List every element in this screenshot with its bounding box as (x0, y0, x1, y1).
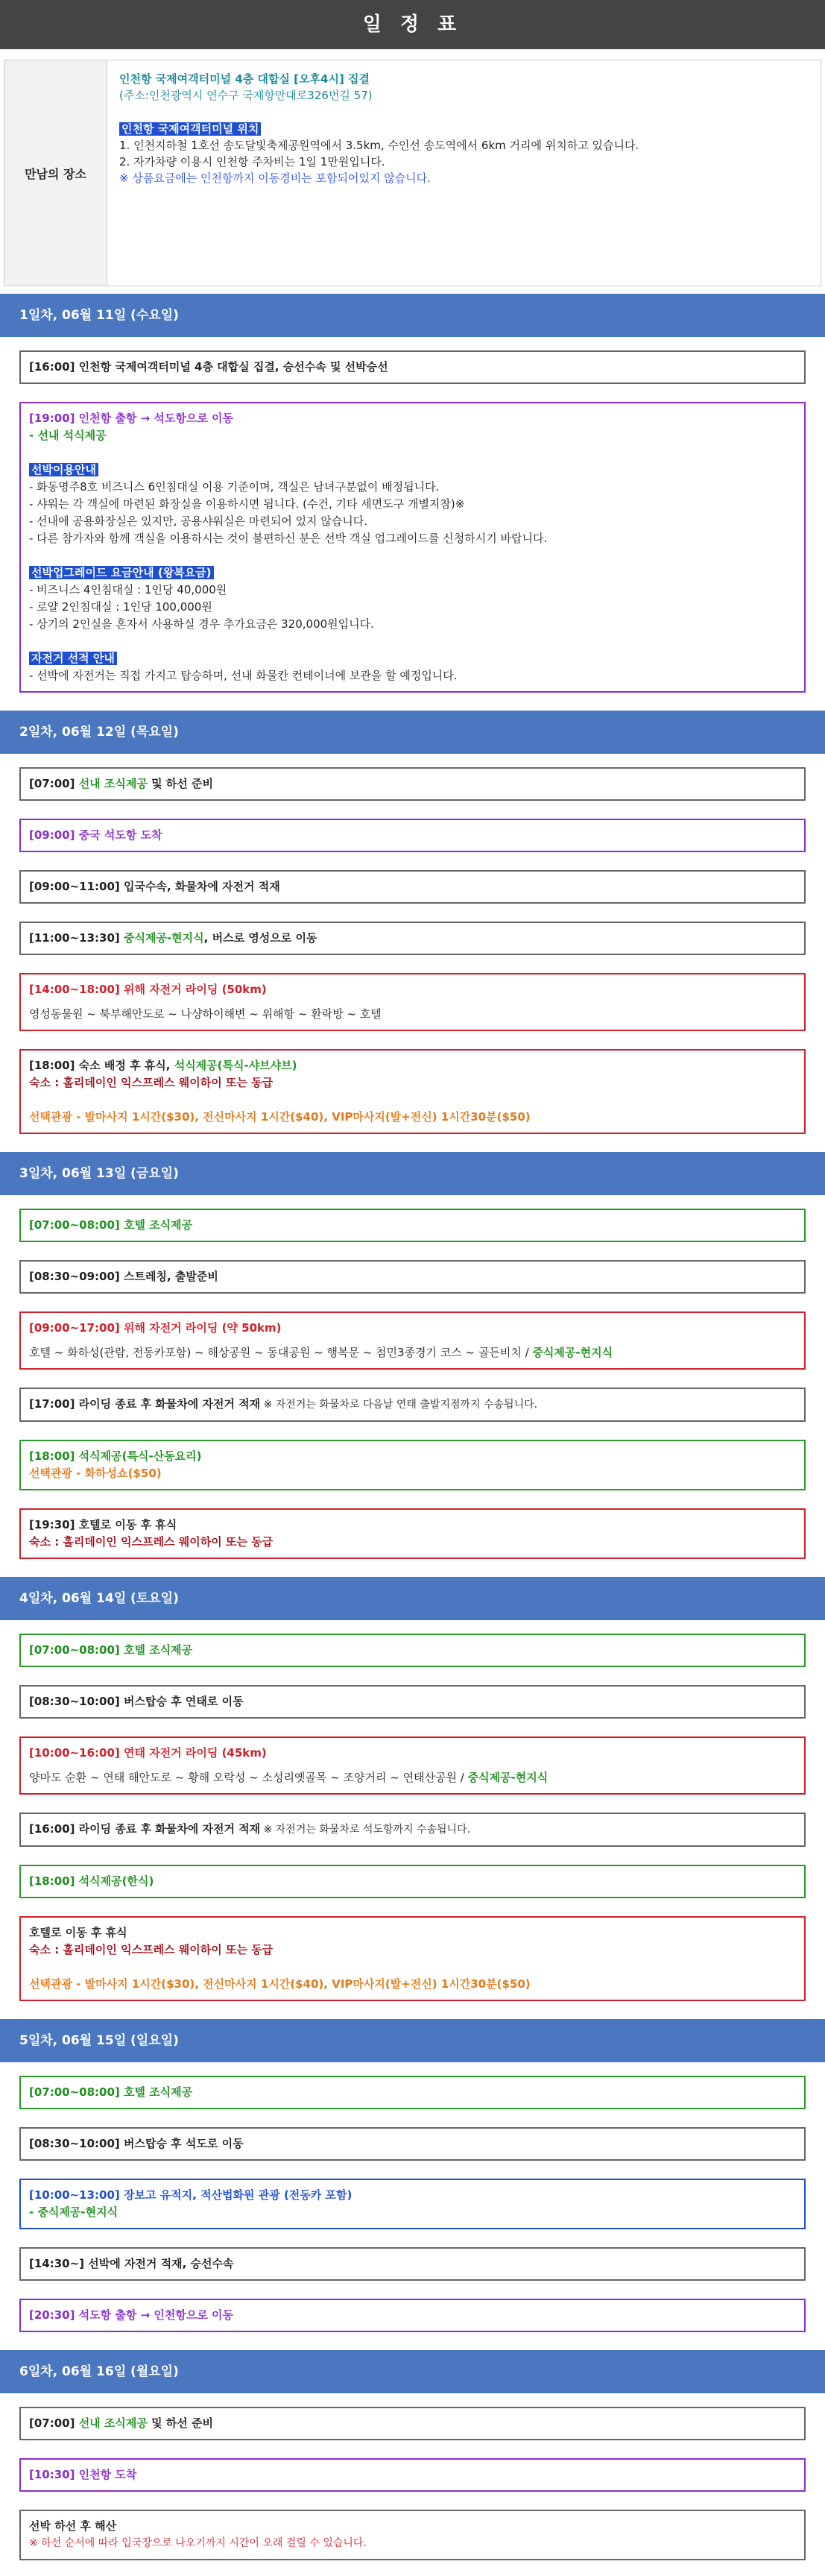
day-2-item-3: [09:00~11:00] 입국수속, 화물차에 자전거 적재 (19, 870, 806, 904)
day-2-riding-route: 영성동물원 ~ 북부해안도로 ~ 나샹하이해변 ~ 위해항 ~ 환락방 ~ 호텔 (29, 1007, 382, 1021)
day-2-header: 2일차, 06월 12일 (목요일) (0, 711, 825, 754)
day-1-item-2 (19, 402, 806, 693)
day-2-riding-title: [14:00~18:00] 위해 자전거 라이딩 (50km) (29, 983, 267, 996)
day-6-item-2: [10:30] 인천항 도착 (19, 2458, 806, 2492)
day-3-riding-title: [09:00~17:00] 위해 자전거 라이딩 (약 50km) (29, 1321, 282, 1335)
day-3-item-6: [19:30] 호텔로 이동 후 휴식 숙소 : 홀리데이인 익스프레스 웨이하이 또는 동급 (19, 1508, 806, 1559)
day-2-option: 선택관광 - 발마사지 1시간($30), 전신마사지 1시간($40), VIP마사지(발+전신) 1시간30분($50) (29, 1110, 531, 1124)
day-4-header: 4일차, 06월 14일 (토요일) (0, 1577, 825, 1620)
day-3-item-2: [08:30~09:00] 스트레칭, 출발준비 (19, 1260, 806, 1294)
upgrade-heading: 선박업그레이드 요금안내 (왕복요금) (29, 566, 214, 579)
day-2-item-1: [07:00] 선내 조식제공 및 하선 준비 (19, 767, 806, 801)
day-1-item-1: [16:00] 인천항 국제여객터미널 4층 대합실 집결, 승선수속 및 선박승선 (19, 350, 806, 384)
day-3-header: 3일차, 06월 13일 (금요일) (0, 1152, 825, 1195)
day-2-item-2: [09:00] 중국 석도항 도착 (19, 819, 806, 852)
location-line-1: 1. 인천지하철 1호선 송도달빛축제공원역에서 3.5km, 수인선 송도역에서 6km 거리에 위치하고 있습니다. (119, 139, 639, 152)
day-5-item-4: [14:30~] 선박에 자전거 적재, 승선수속 (19, 2247, 806, 2281)
cabin-heading: 선박이용안내 (29, 463, 98, 476)
bike-heading: 자전거 선적 안내 (29, 652, 117, 665)
day-4-item-4: [16:00] 라이딩 종료 후 화물차에 자전거 적재 ※ 자전거는 화물차로 석도항까지 수송됩니다. (19, 1813, 806, 1847)
day-6-header: 6일차, 06월 16일 (월요일) (0, 2350, 825, 2393)
location-line-2: 2. 자가차량 이용시 인천항 주차비는 1일 1만원입니다. (119, 155, 385, 169)
upgrade-line-3: - 상기의 2인실을 혼자서 사용하실 경우 추가요금은 320,000원입니다. (29, 617, 374, 631)
day-2-item-5 (19, 973, 806, 1031)
day-3-riding-route: 호텔 ~ 화하성(관람, 전동카포함) ~ 해상공원 ~ 동대공원 ~ 행복문 ~ 첨민3종경기 코스 ~ 골든비치 / 중식제공-현지식 (29, 1346, 613, 1359)
day-4-item-2: [08:30~10:00] 버스탑승 후 연태로 이동 (19, 1685, 806, 1719)
day-1-meal: - 선내 석식제공 (29, 429, 107, 442)
day-1-departure: [19:00] 인천항 출항 → 석도항으로 이동 (29, 412, 234, 425)
day-5-item-3: [10:00~13:00] 장보고 유적지, 적산법화원 관광 (전동카 포함) - 중식제공-현지식 (19, 2179, 806, 2229)
location-heading: 인천항 국제여객터미널 위치 (119, 122, 261, 136)
meeting-place-label: 만남의 장소 (4, 60, 107, 286)
cabin-line-4: - 다른 참가자와 함께 객실을 이용하시는 것이 불편하신 분은 선박 객실 업그레이드를 신청하시기 바랍니다. (29, 532, 548, 545)
meeting-place-address: (주소:인천광역시 연수구 국제항만대로326번길 57) (119, 89, 373, 102)
day-2-item-4: [11:00~13:30] 중식제공-현지식, 버스로 영성으로 이동 (19, 922, 806, 955)
location-note: ※ 상품요금에는 인천항까지 이동경비는 포함되어있지 않습니다. (119, 171, 431, 185)
day-5-item-1: [07:00~08:00] 호텔 조식제공 (19, 2076, 806, 2109)
day-5-item-5: [20:30] 석도항 출항 → 인천항으로 이동 (19, 2299, 806, 2332)
day-5-header: 5일차, 06월 15일 (일요일) (0, 2019, 825, 2062)
upgrade-line-1: - 비즈니스 4인침대실 : 1인당 40,000원 (29, 583, 227, 596)
meeting-place-details (107, 60, 639, 286)
day-3-item-1: [07:00~08:00] 호텔 조식제공 (19, 1209, 806, 1242)
day-5-item-2: [08:30~10:00] 버스탑승 후 석도로 이동 (19, 2127, 806, 2161)
cabin-line-2: - 샤워는 각 객실에 마련된 화장실을 이용하시면 됩니다. (수건, 기타 세면도구 개별지참)※ (29, 497, 465, 511)
day-4-item-6: 호텔로 이동 후 휴식 숙소 : 홀리데이인 익스프레스 웨이하이 또는 동급 선택관광 - 발마사지 1시간($30), 전신마사지 1시간($40), VIP마사지(발+전신) 1시간30분($50) (19, 1916, 806, 2001)
bike-line-1: - 선박에 자전거는 직접 가지고 탑승하며, 선내 화물칸 컨테이너에 보관을 할 예정입니다. (29, 669, 458, 682)
day-2-item-6: [18:00] 숙소 배정 후 휴식, 석식제공(특식-샤브샤브) 숙소 : 홀리데이인 익스프레스 웨이하이 또는 동급 선택관광 - 발마사지 1시간($30), 전신마사지 1시간($40), VIP마사지(발+전신) 1시간30분($50) (19, 1049, 806, 1134)
cabin-line-1: - 화동명주8호 비즈니스 6인침대실 이용 기준이며, 객실은 남녀구분없이 배정됩니다. (29, 480, 440, 494)
upgrade-line-2: - 로얄 2인침대실 : 1인당 100,000원 (29, 600, 212, 614)
day-2-hotel: 숙소 : 홀리데이인 익스프레스 웨이하이 또는 동급 (29, 1076, 274, 1089)
day-3-item-5: [18:00] 석식제공(특식-산동요리) 선택관광 - 화하성쇼($50) (19, 1440, 806, 1490)
day-6-item-1: [07:00] 선내 조식제공 및 하선 준비 (19, 2407, 806, 2440)
day-3-item-3 (19, 1311, 806, 1370)
meeting-place-name: 인천항 국제여객터미널 4층 대합실 [오후4시] 집결 (119, 72, 370, 86)
day-3-item-4: [17:00] 라이딩 종료 후 화물차에 자전거 적재 ※ 자전거는 화물차로 다음날 연태 출발지점까지 수송됩니다. (19, 1388, 806, 1422)
day-6-item-3: 선박 하선 후 해산 ※ 하선 순서에 따라 입국장으로 나오기까지 시간이 오래 걸릴 수 있습니다. (19, 2510, 806, 2560)
meeting-place-section (4, 60, 821, 286)
day-4-item-3: [10:00~16:00] 연태 자전거 라이딩 (45km) 양마도 순환 ~ 연태 해안도로 ~ 황해 오락성 ~ 소성리옛골목 ~ 조양거리 ~ 연태산공원 / 중식제공-현지식 (19, 1736, 806, 1795)
day-4-item-1: [07:00~08:00] 호텔 조식제공 (19, 1634, 806, 1667)
page-title: 일 정 표 (0, 0, 825, 49)
day-1-header: 1일차, 06월 11일 (수요일) (0, 294, 825, 337)
day-4-item-5: [18:00] 석식제공(한식) (19, 1865, 806, 1898)
cabin-line-3: - 선내에 공용화장실은 있지만, 공용샤워실은 마련되어 있지 않습니다. (29, 514, 368, 528)
